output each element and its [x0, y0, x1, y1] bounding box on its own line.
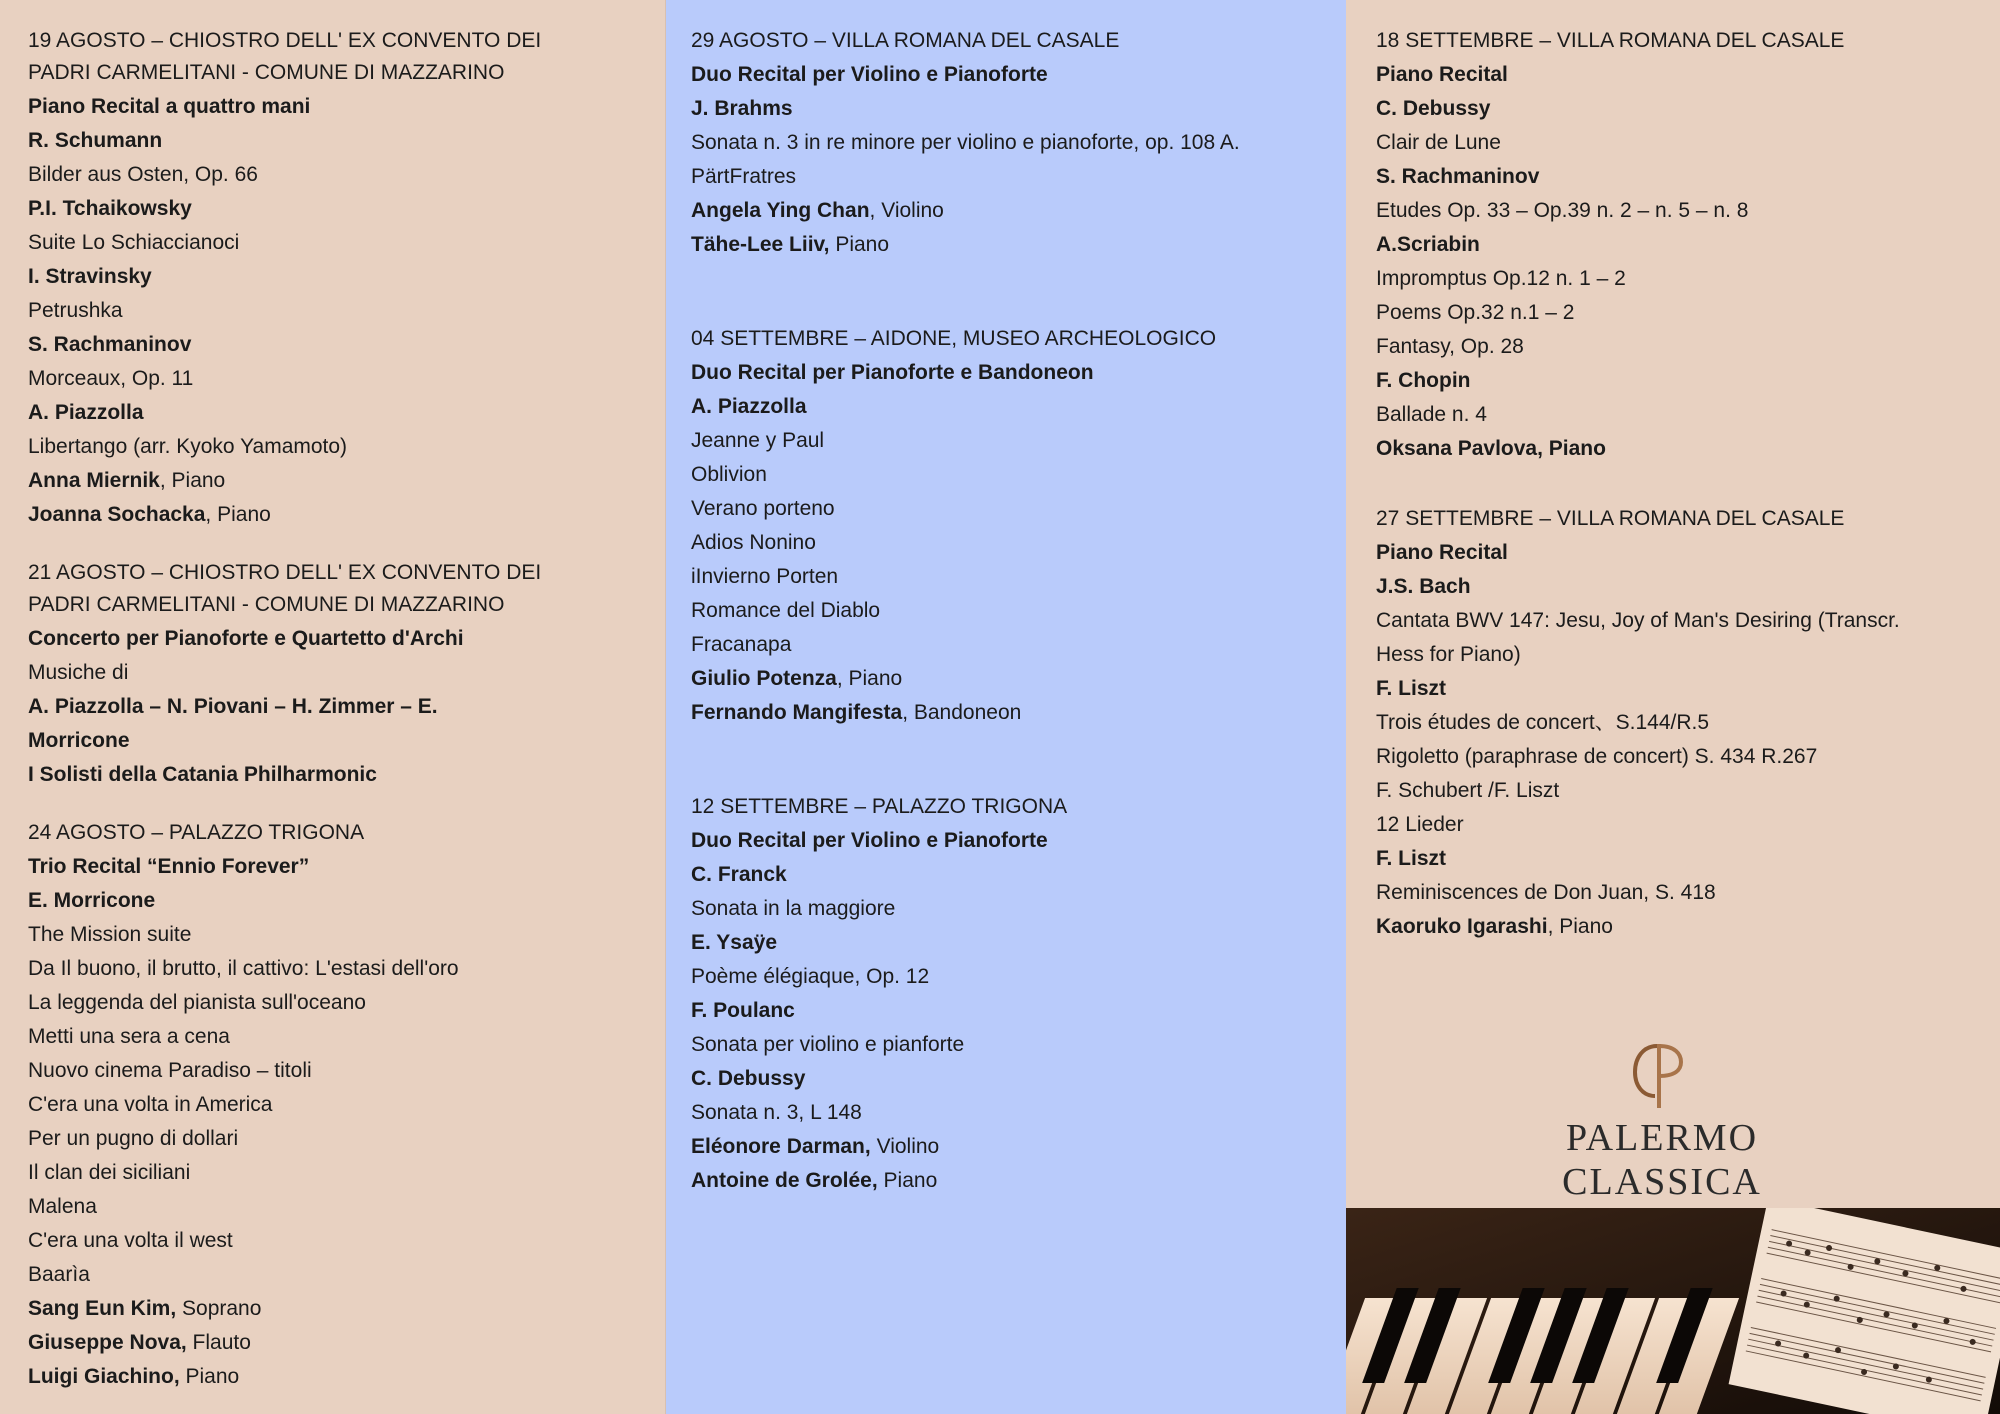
event-title: Concerto per Pianoforte e Quartetto d'Archi — [28, 627, 464, 650]
event-date-venue: 24 AGOSTO – PALAZZO TRIGONA — [28, 821, 365, 844]
event-date-venue: 21 AGOSTO – CHIOSTRO DELL' EX CONVENTO DEI — [28, 561, 542, 584]
program-piece: Ballade n. 4 — [1376, 403, 1487, 426]
performer-instrument: Piano — [877, 1169, 938, 1192]
program-piece: Fracanapa — [691, 633, 792, 656]
program-piece: Per un pugno di dollari — [28, 1127, 239, 1150]
event-date-venue: PADRI CARMELITANI - COMUNE DI MAZZARINO — [28, 593, 505, 616]
event-title: Duo Recital per Violino e Pianoforte — [691, 63, 1048, 86]
performer — [691, 662, 1336, 696]
performer-instrument: , Violino — [869, 199, 944, 222]
palermo-classica-logo — [1472, 1040, 1852, 1203]
event-date-venue: 19 AGOSTO – CHIOSTRO DELL' EX CONVENTO DEI — [28, 29, 542, 52]
composer-name: S. Rachmaninov — [28, 333, 192, 356]
performer-name: Antoine de Grolée, — [691, 1169, 878, 1192]
performer-instrument: , Bandoneon — [902, 701, 1022, 724]
program-piece: Musiche di — [28, 661, 129, 684]
concert-event — [691, 792, 1336, 1198]
event-title: Trio Recital “Ennio Forever” — [28, 855, 310, 878]
performer-instrument: Violino — [870, 1135, 940, 1158]
composer-name: A. Piazzolla — [28, 401, 144, 424]
performer-instrument: , Piano — [159, 469, 226, 492]
performer-name: Angela Ying Chan — [691, 199, 870, 222]
program-piece: Hess for Piano) — [1376, 643, 1521, 666]
composer-name: F. Poulanc — [691, 999, 795, 1022]
performer — [1376, 910, 1990, 944]
performer — [691, 1130, 1336, 1164]
composer-name: I. Stravinsky — [28, 265, 152, 288]
performer-name: Anna Miernik — [28, 469, 160, 492]
performer-instrument: Soprano — [176, 1297, 262, 1320]
event-date-venue: 27 SETTEMBRE – VILLA ROMANA DEL CASALE — [1376, 507, 1845, 530]
event-date-venue: 18 SETTEMBRE – VILLA ROMANA DEL CASALE — [1376, 29, 1845, 52]
performer-name: Giuseppe Nova, — [28, 1331, 187, 1354]
program-piece: Impromptus Op.12 n. 1 – 2 — [1376, 267, 1626, 290]
program-piece: Nuovo cinema Paradiso – titoli — [28, 1059, 312, 1082]
program-piece: C'era una volta in America — [28, 1093, 273, 1116]
program-piece: 12 Lieder — [1376, 813, 1464, 836]
program-piece: Sonata in la maggiore — [691, 897, 896, 920]
program-piece: Sonata per violino e pianforte — [691, 1033, 965, 1056]
composer-name: F. Liszt — [1376, 847, 1447, 870]
composer-name: S. Rachmaninov — [1376, 165, 1540, 188]
program-piece: Baarìa — [28, 1263, 90, 1286]
program-piece: Malena — [28, 1195, 97, 1218]
program-piece: La leggenda del pianista sull'oceano — [28, 991, 366, 1014]
composer-name: A. Piazzolla – N. Piovani – H. Zimmer – E. — [28, 695, 438, 718]
event-title: Piano Recital a quattro mani — [28, 95, 311, 118]
program-piece: Petrushka — [28, 299, 123, 322]
program-piece: Cantata BWV 147: Jesu, Joy of Man's Desiring (Transcr. — [1376, 609, 1900, 632]
event-title: Piano Recital — [1376, 541, 1508, 564]
program-piece: Fantasy, Op. 28 — [1376, 335, 1524, 358]
program-piece: Morceaux, Op. 11 — [28, 367, 194, 390]
program-piece: Sonata n. 3 in re minore per violino e pianoforte, op. 108 A. — [691, 131, 1240, 154]
performer — [691, 228, 1336, 262]
composer-name: C. Debussy — [691, 1067, 806, 1090]
performer — [28, 1292, 656, 1326]
performer — [1376, 432, 1990, 466]
concert-event — [1376, 504, 1990, 944]
program-piece: Suite Lo Schiaccianoci — [28, 231, 240, 254]
concert-event — [28, 558, 656, 792]
event-date-venue: 04 SETTEMBRE – AIDONE, MUSEO ARCHEOLOGICO — [691, 327, 1217, 350]
concert-event — [28, 818, 656, 1394]
performer-name: Oksana Pavlova, Piano — [1376, 437, 1606, 460]
program-piece: iInvierno Porten — [691, 565, 839, 588]
event-date-venue: 12 SETTEMBRE – PALAZZO TRIGONA — [691, 795, 1068, 818]
program-piece: Romance del Diablo — [691, 599, 881, 622]
composer-name: Morricone — [28, 729, 130, 752]
program-piece: Da Il buono, il brutto, il cattivo: L'estasi dell'oro — [28, 957, 459, 980]
composer-name: F. Chopin — [1376, 369, 1471, 392]
performer-instrument: Piano — [179, 1365, 240, 1388]
event-title: Duo Recital per Pianoforte e Bandoneon — [691, 361, 1094, 384]
composer-name: J. Brahms — [691, 97, 793, 120]
performer-instrument: Piano — [829, 233, 890, 256]
concert-event — [691, 26, 1336, 262]
event-title: Piano Recital — [1376, 63, 1508, 86]
performer-name: Kaoruko Igarashi — [1376, 915, 1548, 938]
performer-instrument: Flauto — [186, 1331, 251, 1354]
concert-event — [1376, 26, 1990, 466]
program-piece: Clair de Lune — [1376, 131, 1501, 154]
composer-name: P.I. Tchaikowsky — [28, 197, 192, 220]
composer-name: R. Schumann — [28, 129, 163, 152]
program-piece: Poème élégiaque, Op. 12 — [691, 965, 930, 988]
piano-keys-sheet-music-image — [1346, 1208, 2000, 1414]
program-piece: C'era una volta il west — [28, 1229, 233, 1252]
performer-name: Luigi Giachino, — [28, 1365, 180, 1388]
event-date-venue: 29 AGOSTO – VILLA ROMANA DEL CASALE — [691, 29, 1120, 52]
composer-name: I Solisti della Catania Philharmonic — [28, 763, 377, 786]
logo-text: PALERMO CLASSICA — [1562, 1117, 1762, 1203]
program-piece: Bilder aus Osten, Op. 66 — [28, 163, 258, 186]
composer-name: E. Ysaÿe — [691, 931, 778, 954]
concert-event — [691, 324, 1336, 730]
performer — [691, 1164, 1336, 1198]
performer-name: Fernando Mangifesta — [691, 701, 903, 724]
program-piece: Verano porteno — [691, 497, 835, 520]
cp-monogram-icon — [1627, 1040, 1687, 1110]
performer — [691, 194, 1336, 228]
performer — [28, 1360, 656, 1394]
composer-name: A.Scriabin — [1376, 233, 1480, 256]
composer-name: A. Piazzolla — [691, 395, 807, 418]
performer-instrument: , Piano — [205, 503, 271, 526]
performer — [28, 1326, 656, 1360]
performer-name: Giulio Potenza — [691, 667, 837, 690]
program-piece: Reminiscences de Don Juan, S. 418 — [1376, 881, 1716, 904]
event-date-venue: PADRI CARMELITANI - COMUNE DI MAZZARINO — [28, 61, 505, 84]
program-piece: Metti una sera a cena — [28, 1025, 230, 1048]
performer-name: Eléonore Darman, — [691, 1135, 871, 1158]
performer — [691, 696, 1336, 730]
program-piece: Oblivion — [691, 463, 767, 486]
performer-name: Sang Eun Kim, — [28, 1297, 177, 1320]
concert-event — [28, 26, 656, 532]
performer — [28, 464, 656, 498]
program-piece: Rigoletto (paraphrase de concert) S. 434 R.267 — [1376, 745, 1818, 768]
performer-instrument: , Piano — [1547, 915, 1613, 938]
program-piece: Etudes Op. 33 – Op.39 n. 2 – n. 5 – n. 8 — [1376, 199, 1749, 222]
program-piece: F. Schubert /F. Liszt — [1376, 779, 1560, 802]
piano-illustration — [1346, 1208, 2000, 1414]
performer-name: Joanna Sochacka — [28, 503, 206, 526]
program-piece: Poems Op.32 n.1 – 2 — [1376, 301, 1575, 324]
composer-name: C. Debussy — [1376, 97, 1491, 120]
composer-name: J.S. Bach — [1376, 575, 1471, 598]
event-title: Duo Recital per Violino e Pianoforte — [691, 829, 1048, 852]
program-piece: Sonata n. 3, L 148 — [691, 1101, 862, 1124]
program-piece: PärtFratres — [691, 165, 797, 188]
program-piece: Jeanne y Paul — [691, 429, 825, 452]
composer-name: F. Liszt — [1376, 677, 1447, 700]
program-piece: The Mission suite — [28, 923, 192, 946]
column-left — [0, 0, 666, 1414]
column-middle — [666, 0, 1346, 1414]
program-piece: Trois études de concert、S.144/R.5 — [1376, 711, 1710, 734]
composer-name: E. Morricone — [28, 889, 156, 912]
program-piece: Il clan dei siciliani — [28, 1161, 191, 1184]
performer-instrument: , Piano — [836, 667, 903, 690]
composer-name: C. Franck — [691, 863, 787, 886]
performer-name: Tähe-Lee Liiv, — [691, 233, 830, 256]
program-piece: Adios Nonino — [691, 531, 816, 554]
performer — [28, 498, 656, 532]
program-piece: Libertango (arr. Kyoko Yamamoto) — [28, 435, 348, 458]
